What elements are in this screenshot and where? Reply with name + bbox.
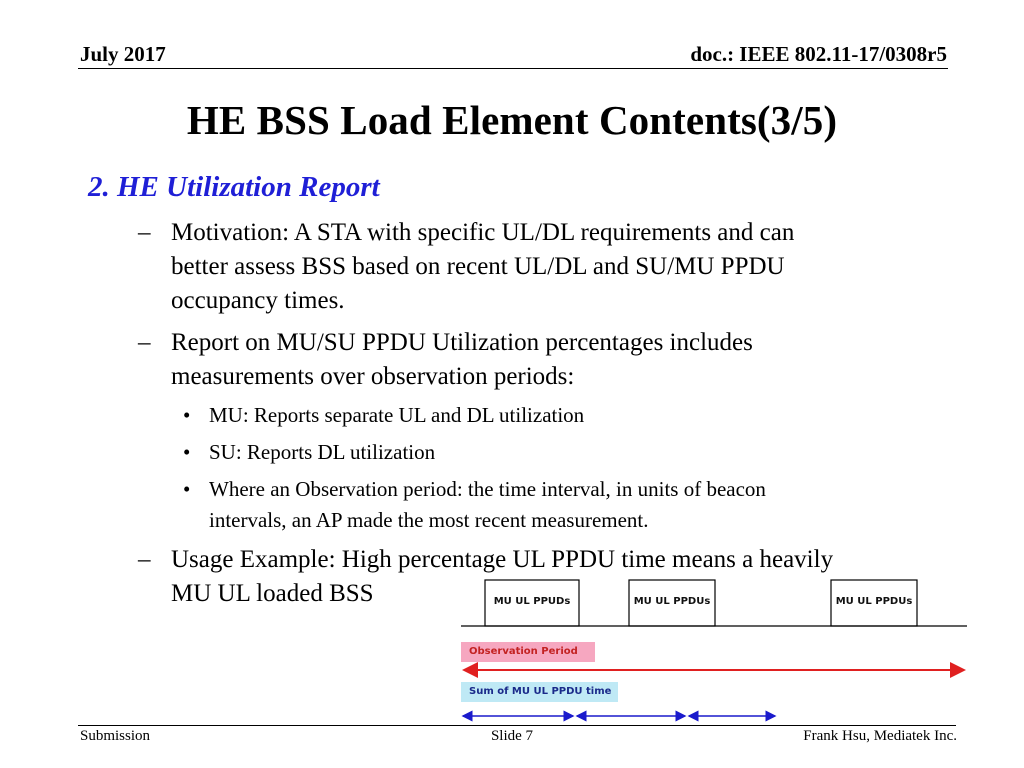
bullet-dot: •	[183, 440, 191, 464]
sub-bullet-line: intervals, an AP made the most recent measurement.	[209, 508, 649, 532]
footer-slide-number: Slide 7	[490, 728, 534, 744]
ppdu-box-label: MU UL PPDUs	[835, 596, 913, 607]
ppdu-timing-figure	[455, 578, 970, 728]
bullet-dot: •	[183, 477, 191, 501]
header-doc-id: doc.: IEEE 802.11-17/0308r5	[690, 42, 947, 66]
ppdu-box-label: MU UL PPDUs	[633, 596, 711, 607]
bullet-dash: –	[138, 546, 151, 573]
sub-bullet-line: MU: Reports separate UL and DL utilization	[209, 403, 585, 427]
bullet-line: Motivation: A STA with specific UL/DL requirements and can	[171, 219, 795, 246]
bullet-line: Report on MU/SU PPDU Utilization percentages includes	[171, 329, 753, 356]
footer-rule	[78, 725, 956, 726]
bullet-line: Usage Example: High percentage UL PPDU time means a heavily	[171, 546, 834, 573]
bullet-dash: –	[138, 219, 151, 246]
section-heading: 2. HE Utilization Report	[88, 171, 380, 203]
slide-title: HE BSS Load Element Contents(3/5)	[186, 97, 838, 143]
bullet-line: occupancy times.	[171, 287, 345, 314]
ppdu-box-label: MU UL PPUDs	[493, 596, 571, 607]
bullet-line: measurements over observation periods:	[171, 363, 575, 390]
bullet-dash: –	[138, 329, 151, 356]
footer-submission: Submission	[80, 728, 151, 744]
bullet-line: better assess BSS based on recent UL/DL and SU/MU PPDU	[171, 253, 785, 280]
observation-period-label: Observation Period	[461, 642, 595, 662]
sub-bullet-line: Where an Observation period: the time interval, in units of beacon	[209, 477, 766, 501]
sum-ppdu-time-label: Sum of MU UL PPDU time	[461, 682, 618, 702]
bullet-dot: •	[183, 403, 191, 427]
header-rule	[78, 68, 948, 69]
footer-author: Frank Hsu, Mediatek Inc.	[803, 728, 957, 744]
sub-bullet-line: SU: Reports DL utilization	[209, 440, 436, 464]
bullet-line: MU UL loaded BSS	[171, 580, 374, 607]
header-date: July 2017	[80, 42, 166, 66]
